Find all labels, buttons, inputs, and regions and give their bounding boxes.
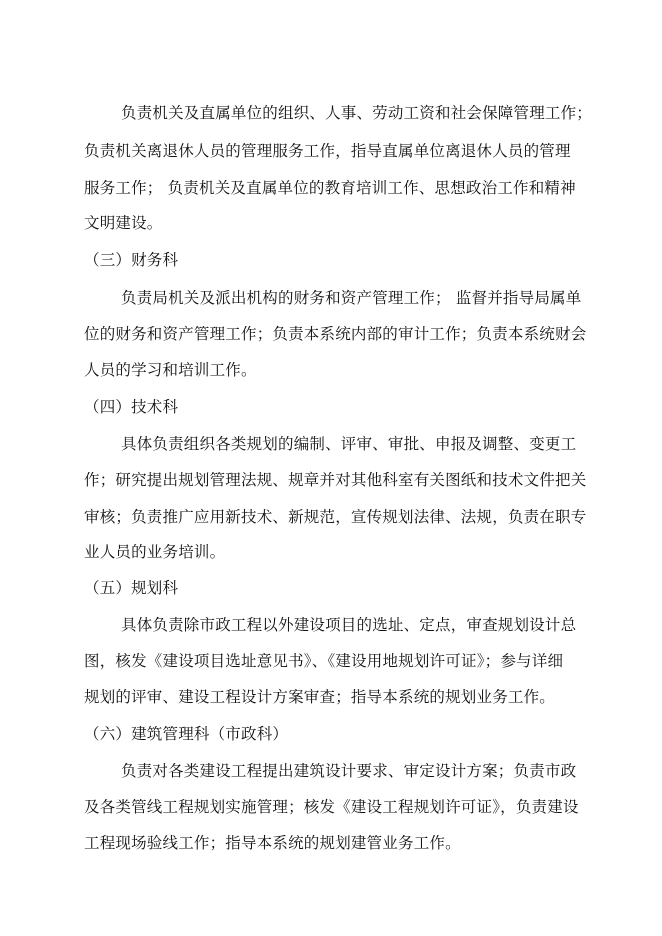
body-line-6: 位的财务和资产管理工作；负责本系统内部的审计工作；负责本系统财会 (84, 325, 587, 343)
body-line-15: 负责对各类建设工程提出建筑设计要求、审定设计方案；负责市政 (121, 762, 577, 780)
body-line-11: 业人员的业务培训。 (84, 543, 226, 561)
body-line-13: 图，核发《建设项目选址意见书》、《建设用地规划许可证》；参与详细 (84, 652, 564, 670)
body-line-12: 具体负责除市政工程以外建设项目的选址、定点，审查规划设计总 (121, 616, 577, 634)
body-line-17: 工程现场验线工作；指导本系统的规划建管业务工作。 (84, 834, 461, 852)
body-line-14: 规划的评审、建设工程设计方案审查；指导本系统的规划业务工作。 (84, 688, 556, 706)
section-heading-finance: （三）财务科 (84, 251, 179, 269)
section-heading-construction: （六）建筑管理科（市政科） (84, 725, 289, 743)
body-line-3: 服务工作； 负责机关及直属单位的教育培训工作、思想政治工作和精神 (84, 179, 576, 197)
body-line-2: 负责机关离退休人员的管理服务工作，指导直属单位离退休人员的管理 (84, 142, 571, 160)
body-line-16: 及各类管线工程规划实施管理；核发《建设工程规划许可证》，负责建设 (84, 798, 579, 816)
body-line-1: 负责机关及直属单位的组织、人事、劳动工资和社会保障管理工作； (121, 104, 593, 122)
body-line-7: 人员的学习和培训工作。 (84, 361, 257, 379)
body-line-8: 具体负责组织各类规划的编制、评审、审批、申报及调整、变更工 (121, 435, 577, 453)
body-line-10: 审核；负责推广应用新技术、新规范，宣传规划法律、法规，负责在职专 (84, 508, 587, 526)
body-line-9: 作；研究提出规划管理法规、规章并对其他科室有关图纸和技术文件把关 (84, 471, 587, 489)
section-heading-planning: （五）规划科 (84, 579, 179, 597)
section-heading-technology: （四）技术科 (84, 398, 179, 416)
body-line-4: 文明建设。 (84, 214, 163, 232)
body-line-5: 负责局机关及派出机构的财务和资产管理工作； 监督并指导局属单 (121, 289, 582, 307)
